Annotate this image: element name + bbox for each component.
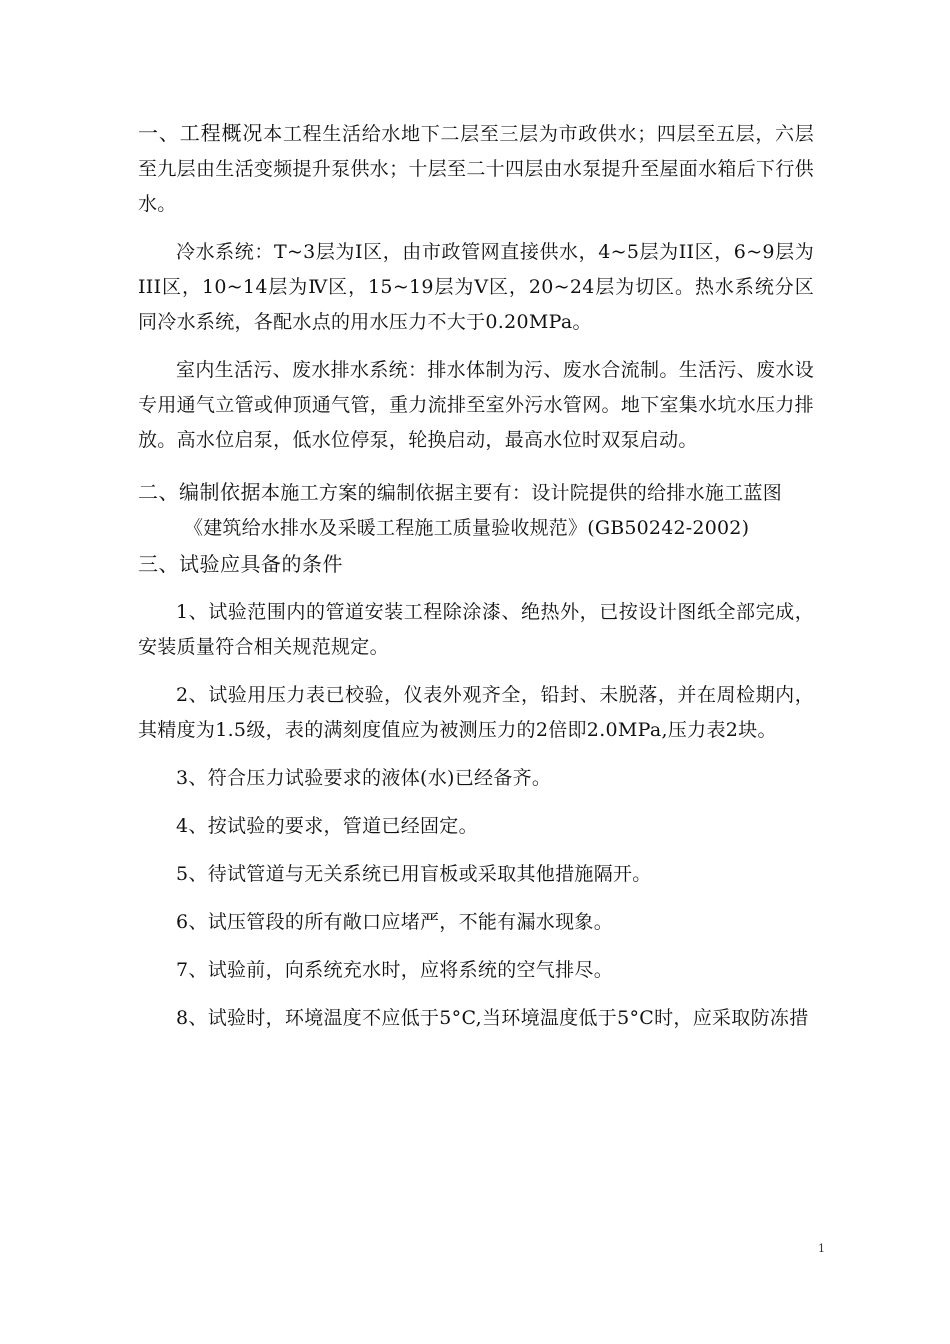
- page-number: 1: [818, 1242, 825, 1255]
- document-body: [138, 116, 814, 1036]
- section3-heading: 三、试验应具备的条件: [138, 552, 343, 576]
- section2-paragraph: [138, 475, 814, 511]
- section1-paragraph: [138, 116, 814, 222]
- section1-intro: 本工程生活给水地下二层至三层为市政供水；四层至五层，六层至九层由生活变频提升泵供水；十层至二十四层由水泵提升至屋面水箱后下行供水。: [138, 123, 815, 215]
- condition-item-5: 5、待试管道与无关系统已用盲板或采取其他措施隔开。: [176, 863, 652, 885]
- cold-water-paragraph: 冷水系统：T~3层为Ⅰ区，由市政管网直接供水，4~5层为II区，6~9层为III区，10~14层为Ⅳ区，15~19层为Ⅴ区，20~24层为切区。热水系统分区同冷水系统，各配水点的用水压力不大于0.20MPa。: [138, 241, 814, 333]
- condition-item-4: 4、按试验的要求，管道已经固定。: [176, 815, 478, 837]
- condition-item-7: 7、试验前，向系统充水时，应将系统的空气排尽。: [176, 959, 613, 981]
- condition-item-6: 6、试压管段的所有敞口应堵严，不能有漏水现象。: [176, 911, 613, 933]
- drainage-paragraph: 室内生活污、废水排水系统：排水体制为污、废水合流制。生活污、废水设专用通气立管或伸顶通气管，重力流排至室外污水管网。地下室集水坑水压力排放。高水位启泵，低水位停泵，轮换启动，最高水位时双泵启动。: [138, 359, 814, 451]
- section2-heading: 二、编制依据: [138, 480, 261, 504]
- condition-item-2: 2、试验用压力表已校验，仪表外观齐全，铅封、未脱落，并在周检期内，其精度为1.5级，表的满刻度值应为被测压力的2倍即2.0MPa,压力表2块。: [138, 684, 814, 741]
- section2-intro: 本施工方案的编制依据主要有：设计院提供的给排水施工蓝图: [261, 482, 783, 504]
- section1-heading: 一、工程概况: [138, 121, 264, 145]
- standard-reference: 《建筑给水排水及采暖工程施工质量验收规范》(GB50242-2002): [184, 517, 750, 539]
- condition-item-3: 3、符合压力试验要求的液体(水)已经备齐。: [176, 767, 552, 789]
- condition-item-1: 1、试验范围内的管道安装工程除涂漆、绝热外，已按设计图纸全部完成，安装质量符合相关规范规定。: [138, 601, 814, 658]
- condition-item-8: 8、试验时，环境温度不应低于5°C,当环境温度低于5°C时，应采取防冻措: [176, 1007, 809, 1029]
